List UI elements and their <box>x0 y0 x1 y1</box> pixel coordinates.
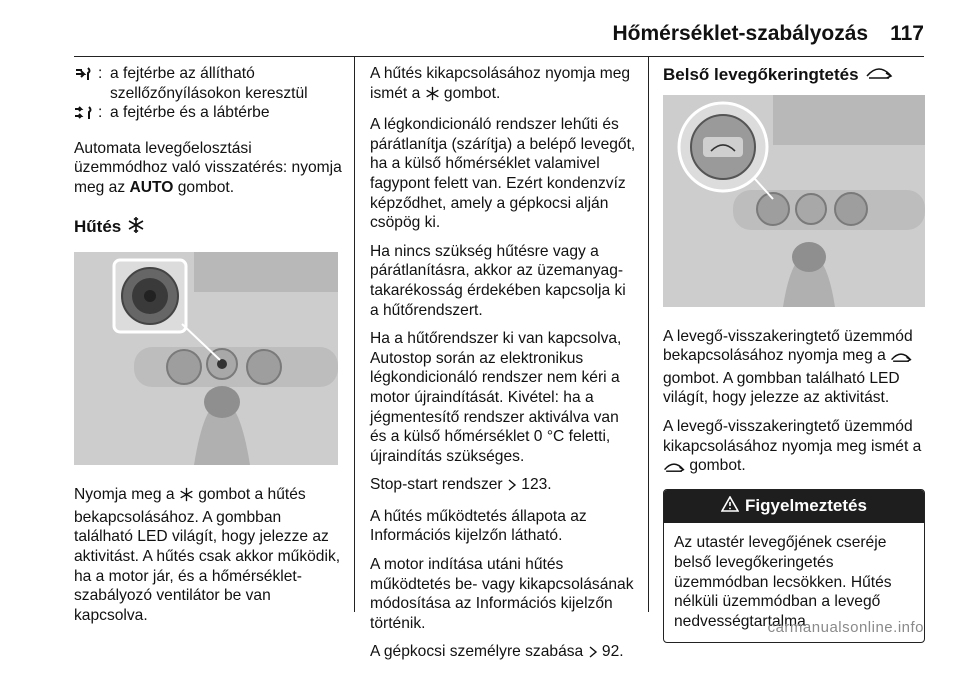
cooling-paragraph: Nyomja meg a gombot a hűtés bekapcsolásához. A gombban található LED világít, hogy jelezze az aktivitást. A hűtés csak akkor működik, ha a motor jár, és a hőmérséklet-szabályozó ventilátor be van kapcsolva. <box>74 486 341 624</box>
page-header <box>60 22 924 46</box>
paragraph: Ha a hűtőrendszer ki van kapcsolva, Autostop során az elektronikus légkondicionáló rendszer nem kéri a motor újraindítását. Kivétel: ha a jégmentesítő rendszer aktiválva van és a külső hőmérséklet 0 °C feletti, újraindítás szükséges. <box>370 330 622 465</box>
paragraph: A levegő-visszakeringtető üzemmód kikapcsolásához nyomja meg ismét a gombot. <box>663 417 925 479</box>
page-reference-link[interactable]: 123. <box>521 476 552 494</box>
recirculation-icon <box>890 349 912 369</box>
recirculation-icon <box>663 459 685 479</box>
legend-text: a fejtérbe és a lábtérbe <box>110 104 270 122</box>
page-reference-arrow-icon <box>507 478 517 498</box>
warning-header <box>664 490 924 524</box>
column-divider <box>648 56 649 612</box>
climate-control-photo <box>74 252 338 465</box>
auto-keyword: AUTO <box>129 178 174 196</box>
legend-item: : a fejtérbe és a lábtérbe <box>74 103 342 123</box>
page-number: 117 <box>890 22 924 45</box>
paragraph: A légkondicionáló rendszer lehűti és párátlanítja (szárítja) a belépő levegőt, ha a külső hőmérséklet valamivel fagypont felett van. Ezért kondenzvíz képződhet, amely a gépkocsi alján csöpög ki. <box>370 116 636 232</box>
auto-paragraph: Automata levegőelosztási üzemmódhoz való visszatérés: nyomja meg az AUTO gombot. <box>74 139 342 196</box>
recirculation-button-photo <box>663 95 925 307</box>
recirculation-icon <box>865 64 893 85</box>
page-title: Hőmérséklet-szabályozás <box>612 22 869 45</box>
vent-face-icon <box>74 64 98 84</box>
warning-text: Az utastér levegőjének cseréje belső levegőkeringetés üzemmódban lecsökken. Hűtés nélküli üzemmódban a levegő nedvességtartalma <box>674 534 892 630</box>
legend-item: : a fejtérbe az állítható szellőzőnyílásokon keresztül <box>74 64 342 103</box>
column-1 <box>74 64 342 634</box>
airflow-legend <box>74 64 342 123</box>
recirculation-heading: Belső levegőkeringtetés <box>663 64 925 85</box>
paragraph: A hűtés kikapcsolásához nyomja meg ismét a gombot. <box>370 64 638 106</box>
page-reference-link[interactable]: 92. <box>601 643 624 661</box>
legend-text: a fejtérbe az állítható szellőzőnyílásokon keresztül <box>110 65 308 102</box>
cooling-heading: Hűtés <box>74 216 342 239</box>
paragraph: A gépkocsi személyre szabása 92. <box>370 642 638 665</box>
page-reference-arrow-icon <box>588 645 598 665</box>
warning-title: Figyelmeztetés <box>745 496 867 516</box>
paragraph: A motor indítása utáni hűtés működtetés be- vagy kikapcsolásának módosítása az Információs kijelzőn történik. <box>370 556 634 632</box>
snowflake-icon <box>127 216 145 239</box>
snowflake-icon <box>179 487 194 508</box>
paragraph: A hűtés működtetés állapota az Információs kijelzőn látható. <box>370 507 587 545</box>
paragraph: Ha nincs szükség hűtésre vagy a párátlanításra, akkor az üzemanyag-takarékosság érdekében kapcsolja ki a hűtőrendszert. <box>370 242 626 319</box>
column-divider <box>354 56 355 612</box>
header-rule <box>74 56 924 57</box>
column-2 <box>370 64 638 674</box>
vent-face-feet-icon <box>74 103 98 123</box>
paragraph: Stop-start rendszer 123. <box>370 475 638 498</box>
warning-triangle-icon <box>721 496 739 517</box>
column-3 <box>663 64 925 643</box>
paragraph: A levegő-visszakeringtető üzemmód bekapcsolásához nyomja meg a gombot. A gombban található LED világít, hogy jelezze az aktivitást. <box>663 327 913 407</box>
snowflake-icon <box>425 86 440 107</box>
watermark: carmanualsonline.info <box>767 619 924 636</box>
